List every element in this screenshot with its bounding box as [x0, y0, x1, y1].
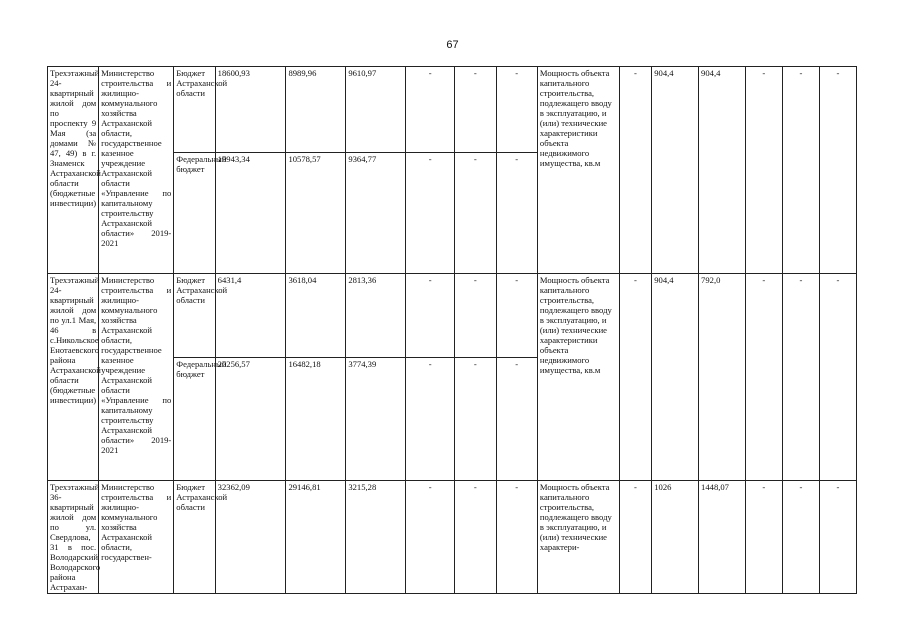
indicator-value-cell: -	[819, 67, 856, 274]
indicator-value-cell: -	[782, 67, 819, 274]
year4-cell: -	[455, 481, 496, 594]
indicator-value-cell: 1448,07	[699, 481, 746, 594]
indicator-value-cell: -	[819, 274, 856, 481]
year2-cell: 9610,97	[346, 67, 406, 153]
year1-cell: 16482,18	[286, 358, 346, 481]
total-cell: 6431,4	[215, 274, 286, 358]
total-cell: 18600,93	[215, 67, 286, 153]
year5-cell: -	[496, 67, 537, 153]
page-number: 67	[446, 39, 459, 51]
year3-cell: -	[406, 358, 455, 481]
indicator-cell: Мощность объекта капитального строительства, подлежащего вводу в эксплуатацию, и (или) технические характеристики объекта недвижимого имущества, кв.м	[537, 274, 619, 481]
year1-cell: 3618,04	[286, 274, 346, 358]
program-table	[47, 66, 857, 594]
indicator-value-cell: -	[619, 481, 652, 594]
indicator-value-cell: 904,4	[699, 67, 746, 274]
executor-cell: Министерство строительства и жилищно-коммунального хозяйства Астраханской области, государствен-	[99, 481, 174, 594]
indicator-value-cell: -	[619, 274, 652, 481]
indicator-value-cell: 904,4	[652, 274, 699, 481]
total-cell: 32362,09	[215, 481, 286, 594]
total-cell: 19943,34	[215, 153, 286, 274]
funding-source-cell: Бюджет Астраханской области	[174, 67, 215, 153]
indicator-value-cell: -	[819, 481, 856, 594]
year3-cell: -	[406, 274, 455, 358]
indicator-value-cell: -	[782, 274, 819, 481]
funding-source-cell: Федеральный бюджет	[174, 358, 215, 481]
indicator-value-cell: -	[619, 67, 652, 274]
year3-cell: -	[406, 153, 455, 274]
year3-cell: -	[406, 67, 455, 153]
indicator-value-cell: -	[782, 481, 819, 594]
year2-cell: 9364,77	[346, 153, 406, 274]
indicator-cell: Мощность объекта капитального строительства, подлежащего вводу в эксплуатацию, и (или) технические характери-	[537, 481, 619, 594]
indicator-value-cell: 1026	[652, 481, 699, 594]
year5-cell: -	[496, 274, 537, 358]
indicator-value-cell: -	[745, 67, 782, 274]
object-name-cell: Трехэтажный 36-квартирный жилой дом по ул. Свердлова, 31 в пос. Володарский Володарского района Астрахан-	[48, 481, 99, 594]
indicator-value-cell: -	[745, 481, 782, 594]
funding-source-cell: Бюджет Астраханской области	[174, 481, 215, 594]
year1-cell: 29146,81	[286, 481, 346, 594]
funding-source-cell: Федеральный бюджет	[174, 153, 215, 274]
table-row	[48, 67, 857, 153]
year2-cell: 3215,28	[346, 481, 406, 594]
executor-cell: Министерство строительства и жилищно-коммунального хозяйства Астраханской области, государственное казенное учреждение Астраханской области «Управление по капитальному строительству Астраханской области» 2019-2021	[99, 274, 174, 481]
year2-cell: 2813,36	[346, 274, 406, 358]
executor-cell: Министерство строительства и жилищно-коммунального хозяйства Астраханской области, государственное казенное учреждение Астраханской области «Управление по капитальному строительству Астраханской области» 2019-2021	[99, 67, 174, 274]
indicator-value-cell: -	[745, 274, 782, 481]
year5-cell: -	[496, 481, 537, 594]
table-row	[48, 274, 857, 358]
year5-cell: -	[496, 358, 537, 481]
funding-source-cell: Бюджет Астраханской области	[174, 274, 215, 358]
total-cell: 20256,57	[215, 358, 286, 481]
indicator-value-cell: 904,4	[652, 67, 699, 274]
object-name-cell: Трехэтажный 24-квартирный жилой дом по ул.1 Мая, 46 в с.Никольское Енотаевского района Астраханской области (бюджетные инвестиции)	[48, 274, 99, 481]
year5-cell: -	[496, 153, 537, 274]
table-row	[48, 481, 857, 594]
indicator-value-cell: 792,0	[699, 274, 746, 481]
indicator-cell: Мощность объекта капитального строительства, подлежащего вводу в эксплуатацию, и (или) технические характеристики объекта недвижимого имущества, кв.м	[537, 67, 619, 274]
year1-cell: 8989,96	[286, 67, 346, 153]
year4-cell: -	[455, 274, 496, 358]
year3-cell: -	[406, 481, 455, 594]
year2-cell: 3774,39	[346, 358, 406, 481]
year4-cell: -	[455, 67, 496, 153]
year4-cell: -	[455, 358, 496, 481]
year4-cell: -	[455, 153, 496, 274]
object-name-cell: Трехэтажный 24-квартирный жилой дом по проспекту 9 Мая (за домами № 47, 49) в г. Знаменск Астраханской области (бюджетные инвестиции)	[48, 67, 99, 274]
year1-cell: 10578,57	[286, 153, 346, 274]
